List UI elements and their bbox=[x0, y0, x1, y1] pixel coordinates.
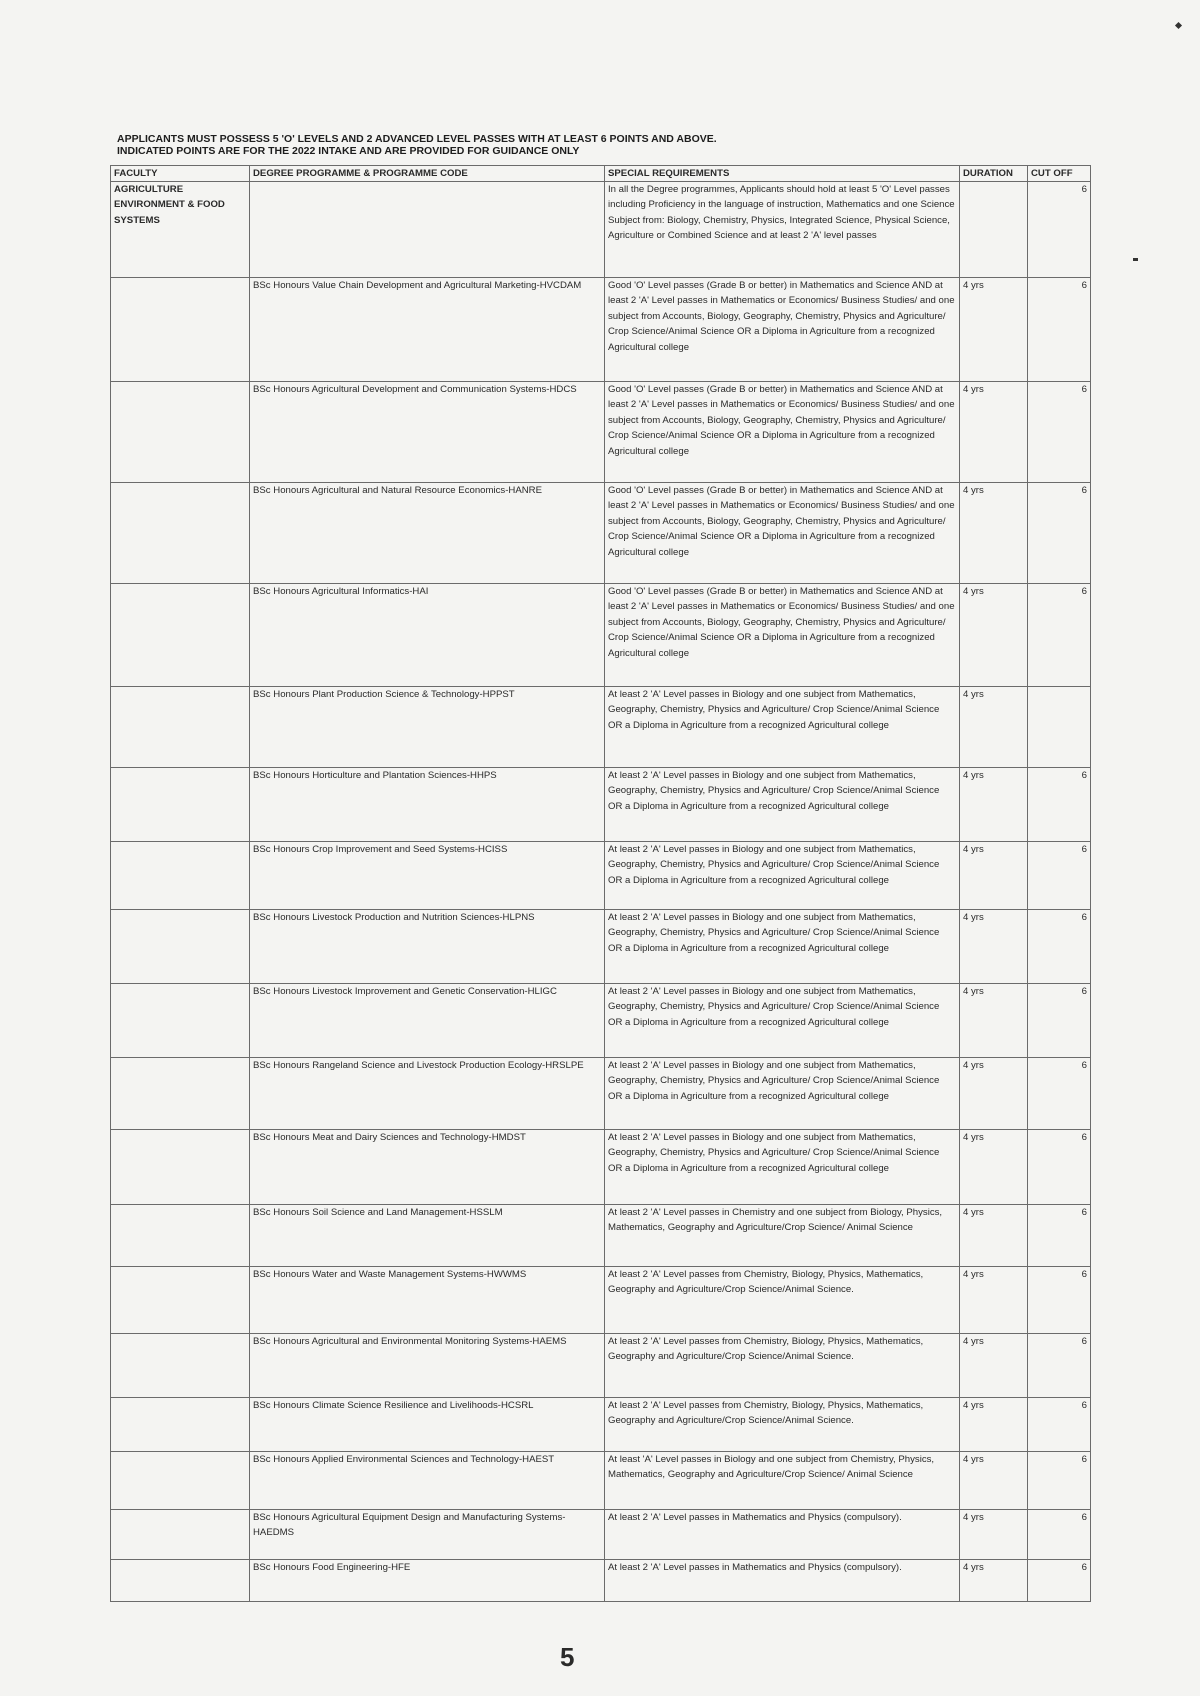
programme-cell: BSc Honours Plant Production Science & Technology-HPPST bbox=[250, 687, 605, 768]
faculty-cell bbox=[111, 768, 250, 842]
duration-cell: 4 yrs bbox=[960, 1560, 1028, 1602]
faculty-cell bbox=[111, 1267, 250, 1334]
requirements-cell: In all the Degree programmes, Applicants should hold at least 5 'O' Level passes including Proficiency in the language of instruction, Mathematics and one Science Subject from: Biology, Chemistry, Physics, Integrated Science, Physical Science, Agriculture or Combined Science and at least 2 'A' level passes bbox=[605, 182, 960, 278]
programme-cell: BSc Honours Livestock Production and Nutrition Sciences-HLPNS bbox=[250, 910, 605, 984]
duration-cell: 4 yrs bbox=[960, 1398, 1028, 1452]
cutoff-cell: 6 bbox=[1028, 1510, 1091, 1560]
duration-cell: 4 yrs bbox=[960, 984, 1028, 1058]
faculty-cell bbox=[111, 687, 250, 768]
cutoff-cell: 6 bbox=[1028, 1560, 1091, 1602]
table-row bbox=[111, 1205, 1091, 1267]
cutoff-cell: 6 bbox=[1028, 182, 1091, 278]
programme-cell: BSc Honours Horticulture and Plantation Sciences-HHPS bbox=[250, 768, 605, 842]
requirements-table bbox=[110, 165, 1091, 1602]
table-row bbox=[111, 382, 1091, 483]
table-row bbox=[111, 278, 1091, 382]
table-row bbox=[111, 1130, 1091, 1205]
table-row bbox=[111, 768, 1091, 842]
faculty-cell bbox=[111, 584, 250, 687]
faculty-cell bbox=[111, 1334, 250, 1398]
column-header-programme: DEGREE PROGRAMME & PROGRAMME CODE bbox=[250, 166, 605, 182]
duration-cell: 4 yrs bbox=[960, 483, 1028, 584]
requirements-cell: Good 'O' Level passes (Grade B or better) in Mathematics and Science AND at least 2 'A' Level passes in Mathematics or Economics/ Business Studies/ and one subject from Accounts, Biology, Geography, Chemistry, Physics and Agriculture/ Crop Science/Animal Science OR a Diploma in Agriculture from a recognized Agricultural college bbox=[605, 382, 960, 483]
duration-cell: 4 yrs bbox=[960, 768, 1028, 842]
requirements-cell: At least 2 'A' Level passes in Biology and one subject from Mathematics, Geography, Chemistry, Physics and Agriculture/ Crop Science/Animal Science OR a Diploma in Agriculture from a recognized Agricultural college bbox=[605, 984, 960, 1058]
table-row bbox=[111, 1058, 1091, 1130]
programme-cell: BSc Honours Food Engineering-HFE bbox=[250, 1560, 605, 1602]
programme-cell: BSc Honours Value Chain Development and Agricultural Marketing-HVCDAM bbox=[250, 278, 605, 382]
table-row bbox=[111, 687, 1091, 768]
duration-cell: 4 yrs bbox=[960, 1130, 1028, 1205]
cutoff-cell: 6 bbox=[1028, 1130, 1091, 1205]
requirements-cell: At least 2 'A' Level passes in Biology and one subject from Mathematics, Geography, Chemistry, Physics and Agriculture/ Crop Science/Animal Science OR a Diploma in Agriculture from a recognized Agricultural college bbox=[605, 768, 960, 842]
cutoff-cell bbox=[1028, 687, 1091, 768]
scan-speck bbox=[1175, 22, 1182, 29]
duration-cell: 4 yrs bbox=[960, 1267, 1028, 1334]
duration-cell bbox=[960, 182, 1028, 278]
table-row bbox=[111, 1452, 1091, 1510]
duration-cell: 4 yrs bbox=[960, 1452, 1028, 1510]
duration-cell: 4 yrs bbox=[960, 842, 1028, 910]
faculty-cell bbox=[111, 1205, 250, 1267]
requirements-cell: At least 2 'A' Level passes from Chemistry, Biology, Physics, Mathematics, Geography and Agriculture/Crop Science/Animal Science. bbox=[605, 1398, 960, 1452]
programme-cell: BSc Honours Agricultural Informatics-HAI bbox=[250, 584, 605, 687]
programme-cell: BSc Honours Water and Waste Management Systems-HWWMS bbox=[250, 1267, 605, 1334]
scan-speck bbox=[1133, 258, 1138, 261]
faculty-cell bbox=[111, 842, 250, 910]
programme-cell: BSc Honours Agricultural Equipment Design and Manufacturing Systems-HAEDMS bbox=[250, 1510, 605, 1560]
column-header-faculty: FACULTY bbox=[111, 166, 250, 182]
programme-cell: BSc Honours Meat and Dairy Sciences and Technology-HMDST bbox=[250, 1130, 605, 1205]
duration-cell: 4 yrs bbox=[960, 1510, 1028, 1560]
requirements-cell: At least 2 'A' Level passes in Biology and one subject from Mathematics, Geography, Chemistry, Physics and Agriculture/ Crop Science/Animal Science OR a Diploma in Agriculture from a recognized Agricultural college bbox=[605, 687, 960, 768]
programme-cell: BSc Honours Climate Science Resilience and Livelihoods-HCSRL bbox=[250, 1398, 605, 1452]
requirements-cell: Good 'O' Level passes (Grade B or better) in Mathematics and Science AND at least 2 'A' Level passes in Mathematics or Economics/ Business Studies/ and one subject from Accounts, Biology, Geography, Chemistry, Physics and Agriculture/ Crop Science/Animal Science OR a Diploma in Agriculture from a recognized Agricultural college bbox=[605, 584, 960, 687]
table-header-row bbox=[111, 166, 1091, 182]
table-row bbox=[111, 910, 1091, 984]
faculty-cell bbox=[111, 382, 250, 483]
faculty-cell bbox=[111, 278, 250, 382]
column-header-requirements: SPECIAL REQUIREMENTS bbox=[605, 166, 960, 182]
table-row bbox=[111, 1398, 1091, 1452]
duration-cell: 4 yrs bbox=[960, 278, 1028, 382]
table-row bbox=[111, 1267, 1091, 1334]
cutoff-cell: 6 bbox=[1028, 842, 1091, 910]
requirements-cell: Good 'O' Level passes (Grade B or better) in Mathematics and Science AND at least 2 'A' Level passes in Mathematics or Economics/ Business Studies/ and one subject from Accounts, Biology, Geography, Chemistry, Physics and Agriculture/ Crop Science/Animal Science OR a Diploma in Agriculture from a recognized Agricultural college bbox=[605, 278, 960, 382]
duration-cell: 4 yrs bbox=[960, 1205, 1028, 1267]
requirements-cell: At least 2 'A' Level passes in Mathematics and Physics (compulsory). bbox=[605, 1560, 960, 1602]
programme-cell: BSc Honours Livestock Improvement and Genetic Conservation-HLIGC bbox=[250, 984, 605, 1058]
cutoff-cell: 6 bbox=[1028, 483, 1091, 584]
cutoff-cell: 6 bbox=[1028, 1398, 1091, 1452]
column-header-cutoff: CUT OFF bbox=[1028, 166, 1091, 182]
heading-line-2: INDICATED POINTS ARE FOR THE 2022 INTAKE AND ARE PROVIDED FOR GUIDANCE ONLY bbox=[117, 145, 580, 157]
cutoff-cell: 6 bbox=[1028, 768, 1091, 842]
faculty-cell bbox=[111, 483, 250, 584]
requirements-cell: At least 2 'A' Level passes in Biology and one subject from Mathematics, Geography, Chemistry, Physics and Agriculture/ Crop Science/Animal Science OR a Diploma in Agriculture from a recognized Agricultural college bbox=[605, 1058, 960, 1130]
programme-cell: BSc Honours Rangeland Science and Livestock Production Ecology-HRSLPE bbox=[250, 1058, 605, 1130]
faculty-cell bbox=[111, 1058, 250, 1130]
table-row bbox=[111, 1560, 1091, 1602]
faculty-cell: AGRICULTURE ENVIRONMENT & FOOD SYSTEMS bbox=[111, 182, 250, 278]
duration-cell: 4 yrs bbox=[960, 1334, 1028, 1398]
programme-cell: BSc Honours Agricultural and Environmental Monitoring Systems-HAEMS bbox=[250, 1334, 605, 1398]
requirements-cell: At least 2 'A' Level passes from Chemistry, Biology, Physics, Mathematics, Geography and Agriculture/Crop Science/Animal Science. bbox=[605, 1334, 960, 1398]
cutoff-cell: 6 bbox=[1028, 584, 1091, 687]
table-row bbox=[111, 182, 1091, 278]
programme-cell: BSc Honours Applied Environmental Sciences and Technology-HAEST bbox=[250, 1452, 605, 1510]
programme-cell: BSc Honours Agricultural and Natural Resource Economics-HANRE bbox=[250, 483, 605, 584]
requirements-cell: At least 2 'A' Level passes in Biology and one subject from Mathematics, Geography, Chemistry, Physics and Agriculture/ Crop Science/Animal Science OR a Diploma in Agriculture from a recognized Agricultural college bbox=[605, 842, 960, 910]
page-number: 5 bbox=[560, 1642, 575, 1672]
faculty-cell bbox=[111, 1130, 250, 1205]
cutoff-cell: 6 bbox=[1028, 1452, 1091, 1510]
table-row bbox=[111, 984, 1091, 1058]
programme-cell: BSc Honours Agricultural Development and Communication Systems-HDCS bbox=[250, 382, 605, 483]
duration-cell: 4 yrs bbox=[960, 382, 1028, 483]
programme-cell: BSc Honours Crop Improvement and Seed Systems-HCISS bbox=[250, 842, 605, 910]
table-row bbox=[111, 1510, 1091, 1560]
requirements-cell: At least 'A' Level passes in Biology and one subject from Chemistry, Physics, Mathematics, Geography and Agriculture/Crop Science/ Animal Science bbox=[605, 1452, 960, 1510]
cutoff-cell: 6 bbox=[1028, 1058, 1091, 1130]
requirements-cell: At least 2 'A' Level passes in Chemistry and one subject from Biology, Physics, Mathematics, Geography and Agriculture/Crop Science/ Animal Science bbox=[605, 1205, 960, 1267]
requirements-cell: Good 'O' Level passes (Grade B or better) in Mathematics and Science AND at least 2 'A' Level passes in Mathematics or Economics/ Business Studies/ and one subject from Accounts, Biology, Geography, Chemistry, Physics and Agriculture/ Crop Science/Animal Science OR a Diploma in Agriculture from a recognized Agricultural college bbox=[605, 483, 960, 584]
duration-cell: 4 yrs bbox=[960, 687, 1028, 768]
heading-line-1: APPLICANTS MUST POSSESS 5 'O' LEVELS AND 2 ADVANCED LEVEL PASSES WITH AT LEAST 6 POINTS AND ABOVE. bbox=[117, 133, 717, 145]
cutoff-cell: 6 bbox=[1028, 1205, 1091, 1267]
cutoff-cell: 6 bbox=[1028, 382, 1091, 483]
table-row bbox=[111, 842, 1091, 910]
faculty-cell bbox=[111, 1560, 250, 1602]
document-heading bbox=[117, 133, 1117, 157]
table-row bbox=[111, 483, 1091, 584]
table-body bbox=[111, 182, 1091, 1602]
programme-cell: BSc Honours Soil Science and Land Management-HSSLM bbox=[250, 1205, 605, 1267]
duration-cell: 4 yrs bbox=[960, 584, 1028, 687]
requirements-cell: At least 2 'A' Level passes in Biology and one subject from Mathematics, Geography, Chemistry, Physics and Agriculture/ Crop Science/Animal Science OR a Diploma in Agriculture from a recognized Agricultural college bbox=[605, 1130, 960, 1205]
cutoff-cell: 6 bbox=[1028, 278, 1091, 382]
requirements-cell: At least 2 'A' Level passes in Mathematics and Physics (compulsory). bbox=[605, 1510, 960, 1560]
faculty-cell bbox=[111, 1398, 250, 1452]
duration-cell: 4 yrs bbox=[960, 1058, 1028, 1130]
duration-cell: 4 yrs bbox=[960, 910, 1028, 984]
table-row bbox=[111, 1334, 1091, 1398]
faculty-cell bbox=[111, 1510, 250, 1560]
requirements-cell: At least 2 'A' Level passes from Chemistry, Biology, Physics, Mathematics, Geography and Agriculture/Crop Science/Animal Science. bbox=[605, 1267, 960, 1334]
requirements-cell: At least 2 'A' Level passes in Biology and one subject from Mathematics, Geography, Chemistry, Physics and Agriculture/ Crop Science/Animal Science OR a Diploma in Agriculture from a recognized Agricultural college bbox=[605, 910, 960, 984]
faculty-cell bbox=[111, 910, 250, 984]
programme-cell bbox=[250, 182, 605, 278]
faculty-cell bbox=[111, 1452, 250, 1510]
column-header-duration: DURATION bbox=[960, 166, 1028, 182]
cutoff-cell: 6 bbox=[1028, 1267, 1091, 1334]
cutoff-cell: 6 bbox=[1028, 1334, 1091, 1398]
faculty-cell bbox=[111, 984, 250, 1058]
cutoff-cell: 6 bbox=[1028, 910, 1091, 984]
cutoff-cell: 6 bbox=[1028, 984, 1091, 1058]
table-row bbox=[111, 584, 1091, 687]
